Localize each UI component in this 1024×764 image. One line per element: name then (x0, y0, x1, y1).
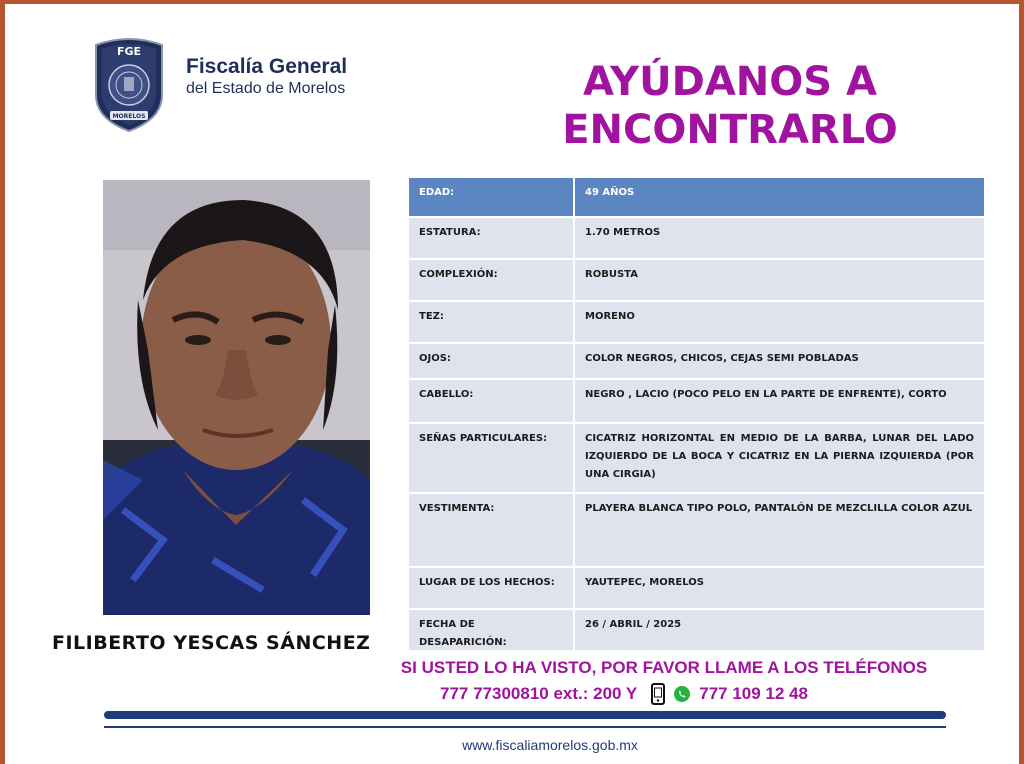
details-value: YAUTEPEC, MORELOS (585, 577, 704, 588)
details-value: PLAYERA BLANCA TIPO POLO, PANTALÓN DE MEZCLILLA COLOR AZUL (585, 503, 973, 514)
footer-divider-thick (104, 711, 946, 719)
details-row (409, 302, 984, 344)
portrait-illustration (103, 180, 370, 615)
headline-line2: ENCONTRARLO (562, 107, 898, 153)
details-row (409, 218, 984, 260)
whatsapp-icon (673, 685, 691, 703)
details-label: LUGAR DE LOS HECHOS: (409, 568, 575, 608)
details-row (409, 260, 984, 302)
details-value: MORENO (585, 311, 635, 322)
phone-numbers (440, 682, 808, 706)
details-label: TEZ: (409, 302, 575, 342)
logo-text: FGE (116, 45, 142, 58)
details-label: VESTIMENTA: (409, 494, 575, 566)
details-label: FECHA DE DESAPARICIÓN: (409, 610, 575, 650)
details-table (409, 178, 984, 652)
phone-number-2[interactable]: 777 109 12 48 (699, 684, 808, 703)
details-row (409, 380, 984, 424)
fge-shield-logo (90, 33, 168, 133)
details-label: COMPLEXIÓN: (409, 260, 575, 300)
details-label: EDAD: (409, 178, 575, 216)
call-to-action-text: SI USTED LO HA VISTO, POR FAVOR LLAME A LOS TELÉFONOS (400, 658, 928, 677)
details-value: CICATRIZ HORIZONTAL EN MEDIO DE LA BARBA, LUNAR DEL LADO IZQUIERDO DE LA BOCA Y CICATRIZ EN LA PIERNA IZQUIERDA (POR UNA CIRGIA) (585, 433, 974, 480)
website-link[interactable]: www.fiscaliamorelos.gob.mx (462, 737, 638, 753)
logo-bottom-text: MORELOS (112, 113, 146, 120)
details-value: ROBUSTA (585, 269, 638, 280)
person-name: FILIBERTO YESCAS SÁNCHEZ (52, 632, 371, 654)
headline (520, 58, 940, 154)
details-row (409, 344, 984, 380)
details-value: COLOR NEGROS, CHICOS, CEJAS SEMI POBLADAS (585, 353, 859, 364)
details-label: OJOS: (409, 344, 575, 378)
details-value: 1.70 METROS (585, 227, 661, 238)
footer-divider-thin (104, 726, 946, 728)
missing-person-photo (103, 180, 370, 615)
details-value: NEGRO , LACIO (POCO PELO EN LA PARTE DE ENFRENTE), CORTO (585, 389, 947, 400)
details-row (409, 178, 984, 218)
phone-number-1[interactable]: 777 77300810 ext.: 200 Y (440, 684, 638, 703)
details-label: SEÑAS PARTICULARES: (409, 424, 575, 492)
details-row (409, 568, 984, 610)
details-value: 26 / ABRIL / 2025 (585, 619, 682, 630)
organization-name (186, 55, 347, 99)
details-row (409, 494, 984, 568)
org-subtitle: del Estado de Morelos (186, 80, 346, 97)
org-title: Fiscalía General (186, 55, 348, 78)
mobile-phone-icon (651, 683, 665, 705)
details-label: ESTATURA: (409, 218, 575, 258)
details-row (409, 424, 984, 494)
details-label: CABELLO: (409, 380, 575, 422)
headline-line1: AYÚDANOS A (583, 59, 877, 105)
details-row (409, 610, 984, 652)
details-value: 49 AÑOS (585, 187, 635, 198)
